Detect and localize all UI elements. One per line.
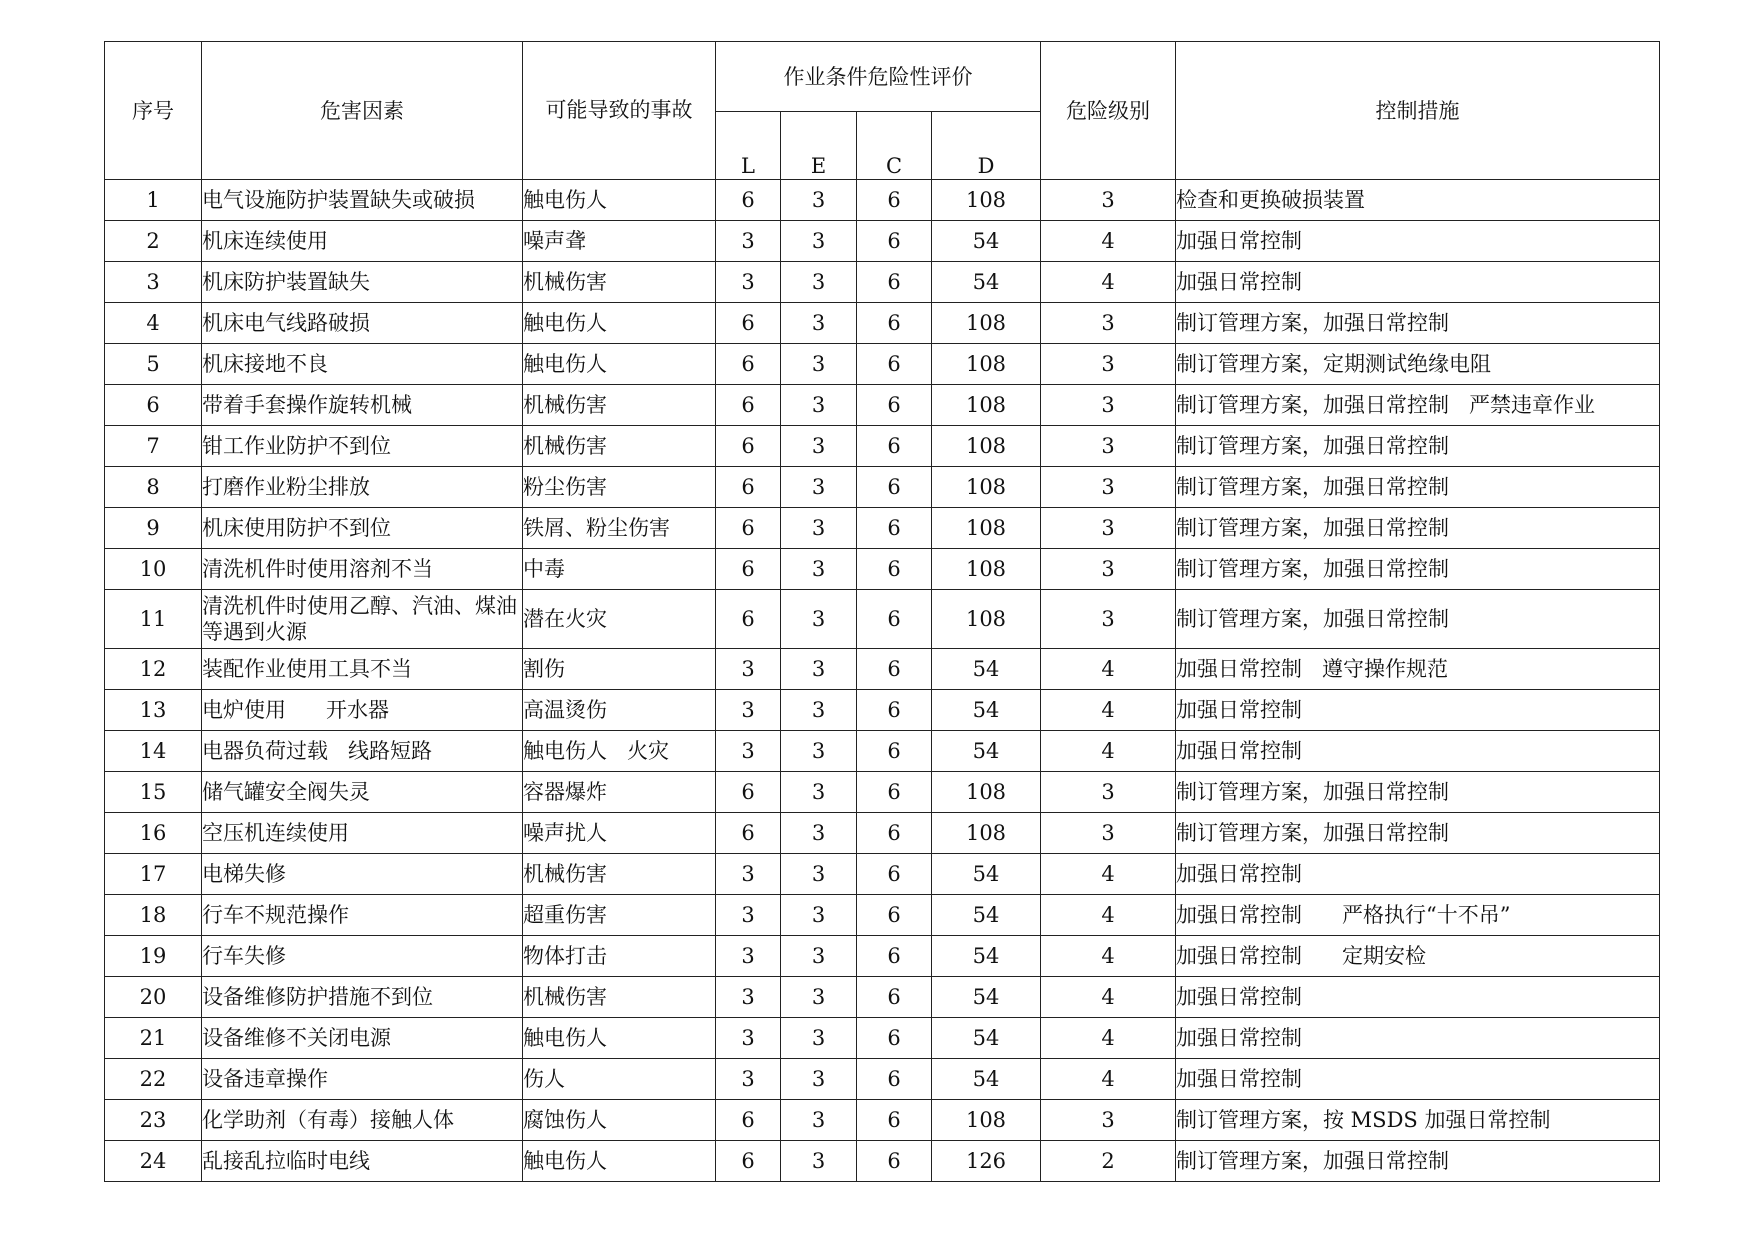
cell-measure: 制订管理方案，加强日常控制 — [1176, 303, 1660, 344]
cell-L: 6 — [716, 549, 781, 590]
cell-C: 6 — [857, 221, 932, 262]
cell-seq: 12 — [105, 649, 202, 690]
cell-hazard: 机床连续使用 — [202, 221, 523, 262]
cell-measure: 加强日常控制 — [1176, 731, 1660, 772]
cell-L: 3 — [716, 690, 781, 731]
cell-L: 3 — [716, 977, 781, 1018]
cell-L: 6 — [716, 772, 781, 813]
cell-L: 6 — [716, 180, 781, 221]
cell-hazard: 电梯失修 — [202, 854, 523, 895]
cell-accident: 高温烫伤 — [523, 690, 716, 731]
cell-level: 3 — [1041, 1100, 1176, 1141]
table-row — [105, 426, 1660, 467]
cell-measure: 制订管理方案，加强日常控制 — [1176, 772, 1660, 813]
cell-level: 3 — [1041, 467, 1176, 508]
table-row — [105, 180, 1660, 221]
cell-L: 3 — [716, 854, 781, 895]
cell-C: 6 — [857, 344, 932, 385]
cell-E: 3 — [781, 731, 857, 772]
cell-accident: 触电伤人 — [523, 1141, 716, 1182]
cell-hazard: 储气罐安全阀失灵 — [202, 772, 523, 813]
cell-L: 6 — [716, 1141, 781, 1182]
cell-D: 108 — [932, 467, 1041, 508]
cell-L: 6 — [716, 813, 781, 854]
cell-accident: 伤人 — [523, 1059, 716, 1100]
cell-hazard: 清洗机件时使用乙醇、汽油、煤油等遇到火源 — [202, 590, 523, 649]
cell-D: 108 — [932, 385, 1041, 426]
cell-measure: 加强日常控制 — [1176, 854, 1660, 895]
cell-accident: 容器爆炸 — [523, 772, 716, 813]
table-row — [105, 977, 1660, 1018]
cell-E: 3 — [781, 1141, 857, 1182]
cell-hazard: 设备维修不关闭电源 — [202, 1018, 523, 1059]
cell-E: 3 — [781, 936, 857, 977]
cell-D: 54 — [932, 690, 1041, 731]
cell-D: 54 — [932, 262, 1041, 303]
cell-accident: 噪声聋 — [523, 221, 716, 262]
cell-E: 3 — [781, 590, 857, 649]
cell-D: 108 — [932, 303, 1041, 344]
cell-seq: 16 — [105, 813, 202, 854]
cell-level: 2 — [1041, 1141, 1176, 1182]
cell-L: 6 — [716, 590, 781, 649]
cell-hazard: 行车失修 — [202, 936, 523, 977]
table-row — [105, 895, 1660, 936]
header-D: D — [932, 112, 1041, 180]
cell-L: 6 — [716, 467, 781, 508]
table-row — [105, 690, 1660, 731]
cell-C: 6 — [857, 1100, 932, 1141]
cell-E: 3 — [781, 344, 857, 385]
cell-C: 6 — [857, 1059, 932, 1100]
cell-C: 6 — [857, 895, 932, 936]
cell-measure: 加强日常控制 定期安检 — [1176, 936, 1660, 977]
cell-level: 4 — [1041, 854, 1176, 895]
cell-accident: 机械伤害 — [523, 262, 716, 303]
cell-E: 3 — [781, 813, 857, 854]
cell-E: 3 — [781, 426, 857, 467]
cell-accident: 触电伤人 火灾 — [523, 731, 716, 772]
cell-level: 4 — [1041, 690, 1176, 731]
cell-accident: 割伤 — [523, 649, 716, 690]
cell-E: 3 — [781, 895, 857, 936]
cell-L: 6 — [716, 344, 781, 385]
cell-E: 3 — [781, 649, 857, 690]
cell-E: 3 — [781, 854, 857, 895]
cell-D: 108 — [932, 590, 1041, 649]
cell-level: 4 — [1041, 262, 1176, 303]
cell-accident: 物体打击 — [523, 936, 716, 977]
cell-E: 3 — [781, 977, 857, 1018]
cell-measure: 加强日常控制 遵守操作规范 — [1176, 649, 1660, 690]
cell-level: 4 — [1041, 936, 1176, 977]
cell-E: 3 — [781, 549, 857, 590]
table-row — [105, 1018, 1660, 1059]
cell-L: 3 — [716, 895, 781, 936]
cell-seq: 10 — [105, 549, 202, 590]
cell-C: 6 — [857, 977, 932, 1018]
cell-C: 6 — [857, 180, 932, 221]
header-level: 危险级别 — [1041, 42, 1176, 180]
cell-accident: 铁屑、粉尘伤害 — [523, 508, 716, 549]
cell-accident: 中毒 — [523, 549, 716, 590]
cell-C: 6 — [857, 467, 932, 508]
header-accident-text: 可能导致的事故 — [545, 98, 693, 122]
cell-E: 3 — [781, 690, 857, 731]
cell-measure: 加强日常控制 — [1176, 1018, 1660, 1059]
cell-hazard: 打磨作业粉尘排放 — [202, 467, 523, 508]
cell-seq: 24 — [105, 1141, 202, 1182]
cell-L: 6 — [716, 508, 781, 549]
cell-E: 3 — [781, 385, 857, 426]
cell-accident: 机械伤害 — [523, 854, 716, 895]
cell-D: 54 — [932, 1018, 1041, 1059]
cell-E: 3 — [781, 772, 857, 813]
cell-C: 6 — [857, 813, 932, 854]
table-row — [105, 590, 1660, 649]
cell-C: 6 — [857, 426, 932, 467]
cell-level: 3 — [1041, 813, 1176, 854]
cell-seq: 19 — [105, 936, 202, 977]
cell-hazard: 电器负荷过载 线路短路 — [202, 731, 523, 772]
cell-hazard: 乱接乱拉临时电线 — [202, 1141, 523, 1182]
cell-D: 54 — [932, 895, 1041, 936]
cell-hazard: 机床接地不良 — [202, 344, 523, 385]
cell-C: 6 — [857, 1018, 932, 1059]
cell-level: 3 — [1041, 772, 1176, 813]
cell-D: 108 — [932, 813, 1041, 854]
cell-D: 54 — [932, 854, 1041, 895]
cell-hazard: 行车不规范操作 — [202, 895, 523, 936]
table-row — [105, 936, 1660, 977]
cell-D: 108 — [932, 344, 1041, 385]
cell-seq: 20 — [105, 977, 202, 1018]
cell-L: 3 — [716, 649, 781, 690]
cell-L: 3 — [716, 221, 781, 262]
cell-C: 6 — [857, 303, 932, 344]
cell-seq: 9 — [105, 508, 202, 549]
cell-hazard: 机床使用防护不到位 — [202, 508, 523, 549]
header-L: L — [716, 112, 781, 180]
header-row-top — [105, 42, 1660, 112]
cell-measure: 制订管理方案，加强日常控制 严禁违章作业 — [1176, 385, 1660, 426]
cell-hazard: 带着手套操作旋转机械 — [202, 385, 523, 426]
cell-C: 6 — [857, 936, 932, 977]
cell-measure: 加强日常控制 严格执行“十不吊” — [1176, 895, 1660, 936]
cell-seq: 4 — [105, 303, 202, 344]
cell-D: 108 — [932, 1100, 1041, 1141]
cell-measure: 制订管理方案，定期测试绝缘电阻 — [1176, 344, 1660, 385]
cell-measure: 加强日常控制 — [1176, 977, 1660, 1018]
cell-hazard: 空压机连续使用 — [202, 813, 523, 854]
cell-hazard: 设备维修防护措施不到位 — [202, 977, 523, 1018]
cell-seq: 23 — [105, 1100, 202, 1141]
cell-level: 3 — [1041, 426, 1176, 467]
cell-accident: 超重伤害 — [523, 895, 716, 936]
cell-C: 6 — [857, 772, 932, 813]
cell-seq: 17 — [105, 854, 202, 895]
cell-C: 6 — [857, 590, 932, 649]
cell-C: 6 — [857, 690, 932, 731]
cell-L: 3 — [716, 731, 781, 772]
cell-L: 6 — [716, 385, 781, 426]
cell-accident: 潜在火灾 — [523, 590, 716, 649]
cell-L: 6 — [716, 426, 781, 467]
cell-seq: 7 — [105, 426, 202, 467]
cell-hazard: 设备违章操作 — [202, 1059, 523, 1100]
table-body — [105, 180, 1660, 1182]
header-accident — [523, 42, 716, 180]
cell-measure: 制订管理方案，加强日常控制 — [1176, 813, 1660, 854]
header-hazard: 危害因素 — [202, 42, 523, 180]
cell-accident: 触电伤人 — [523, 180, 716, 221]
cell-accident: 腐蚀伤人 — [523, 1100, 716, 1141]
cell-E: 3 — [781, 1018, 857, 1059]
table-row — [105, 549, 1660, 590]
cell-measure: 制订管理方案，按 MSDS 加强日常控制 — [1176, 1100, 1660, 1141]
table-row — [105, 1059, 1660, 1100]
table-row — [105, 813, 1660, 854]
cell-C: 6 — [857, 731, 932, 772]
cell-seq: 18 — [105, 895, 202, 936]
cell-D: 108 — [932, 508, 1041, 549]
cell-hazard: 机床防护装置缺失 — [202, 262, 523, 303]
cell-seq: 22 — [105, 1059, 202, 1100]
cell-D: 54 — [932, 221, 1041, 262]
cell-measure: 加强日常控制 — [1176, 262, 1660, 303]
cell-C: 6 — [857, 854, 932, 895]
cell-C: 6 — [857, 1141, 932, 1182]
table-row — [105, 649, 1660, 690]
cell-seq: 6 — [105, 385, 202, 426]
cell-level: 4 — [1041, 895, 1176, 936]
cell-level: 4 — [1041, 649, 1176, 690]
cell-C: 6 — [857, 508, 932, 549]
cell-D: 108 — [932, 180, 1041, 221]
cell-C: 6 — [857, 649, 932, 690]
cell-seq: 21 — [105, 1018, 202, 1059]
cell-D: 54 — [932, 649, 1041, 690]
cell-level: 4 — [1041, 221, 1176, 262]
table-row — [105, 854, 1660, 895]
table-row — [105, 467, 1660, 508]
cell-measure: 制订管理方案，加强日常控制 — [1176, 1141, 1660, 1182]
cell-seq: 15 — [105, 772, 202, 813]
cell-level: 3 — [1041, 344, 1176, 385]
cell-level: 3 — [1041, 385, 1176, 426]
table-row — [105, 303, 1660, 344]
cell-D: 54 — [932, 1059, 1041, 1100]
header-seq: 序号 — [105, 42, 202, 180]
cell-level: 3 — [1041, 508, 1176, 549]
cell-measure: 加强日常控制 — [1176, 221, 1660, 262]
cell-L: 3 — [716, 936, 781, 977]
cell-E: 3 — [781, 1100, 857, 1141]
cell-level: 3 — [1041, 303, 1176, 344]
header-evaluation: 作业条件危险性评价 — [716, 42, 1041, 112]
cell-measure: 加强日常控制 — [1176, 1059, 1660, 1100]
cell-level: 3 — [1041, 590, 1176, 649]
cell-hazard: 电气设施防护装置缺失或破损 — [202, 180, 523, 221]
cell-C: 6 — [857, 549, 932, 590]
cell-L: 6 — [716, 1100, 781, 1141]
cell-L: 3 — [716, 262, 781, 303]
header-E: E — [781, 112, 857, 180]
cell-level: 4 — [1041, 731, 1176, 772]
cell-seq: 3 — [105, 262, 202, 303]
cell-measure: 制订管理方案，加强日常控制 — [1176, 508, 1660, 549]
cell-level: 4 — [1041, 1018, 1176, 1059]
cell-D: 108 — [932, 549, 1041, 590]
cell-hazard: 机床电气线路破损 — [202, 303, 523, 344]
cell-D: 54 — [932, 731, 1041, 772]
cell-seq: 11 — [105, 590, 202, 649]
cell-E: 3 — [781, 262, 857, 303]
header-C: C — [857, 112, 932, 180]
table-row — [105, 344, 1660, 385]
cell-level: 4 — [1041, 1059, 1176, 1100]
header-measures: 控制措施 — [1176, 42, 1660, 180]
cell-accident: 机械伤害 — [523, 426, 716, 467]
cell-measure: 检查和更换破损装置 — [1176, 180, 1660, 221]
cell-measure: 加强日常控制 — [1176, 690, 1660, 731]
cell-E: 3 — [781, 180, 857, 221]
cell-accident: 机械伤害 — [523, 977, 716, 1018]
cell-seq: 5 — [105, 344, 202, 385]
cell-accident: 触电伤人 — [523, 303, 716, 344]
cell-measure: 制订管理方案，加强日常控制 — [1176, 426, 1660, 467]
cell-accident: 机械伤害 — [523, 385, 716, 426]
cell-accident: 触电伤人 — [523, 1018, 716, 1059]
cell-seq: 1 — [105, 180, 202, 221]
cell-D: 108 — [932, 426, 1041, 467]
cell-D: 54 — [932, 977, 1041, 1018]
cell-D: 108 — [932, 772, 1041, 813]
cell-E: 3 — [781, 508, 857, 549]
table-row — [105, 262, 1660, 303]
table-row — [105, 221, 1660, 262]
table-row — [105, 1100, 1660, 1141]
cell-seq: 2 — [105, 221, 202, 262]
cell-hazard: 电炉使用 开水器 — [202, 690, 523, 731]
cell-hazard: 清洗机件时使用溶剂不当 — [202, 549, 523, 590]
hazard-risk-table — [104, 41, 1660, 1182]
cell-C: 6 — [857, 262, 932, 303]
cell-accident: 触电伤人 — [523, 344, 716, 385]
cell-seq: 14 — [105, 731, 202, 772]
cell-L: 3 — [716, 1059, 781, 1100]
cell-hazard: 装配作业使用工具不当 — [202, 649, 523, 690]
cell-L: 6 — [716, 303, 781, 344]
cell-E: 3 — [781, 1059, 857, 1100]
table-row — [105, 731, 1660, 772]
cell-accident: 噪声扰人 — [523, 813, 716, 854]
table-row — [105, 508, 1660, 549]
cell-D: 126 — [932, 1141, 1041, 1182]
table-row — [105, 772, 1660, 813]
cell-E: 3 — [781, 467, 857, 508]
cell-measure: 制订管理方案，加强日常控制 — [1176, 590, 1660, 649]
cell-hazard: 钳工作业防护不到位 — [202, 426, 523, 467]
table-row — [105, 385, 1660, 426]
cell-seq: 8 — [105, 467, 202, 508]
cell-level: 3 — [1041, 180, 1176, 221]
cell-hazard: 化学助剂（有毒）接触人体 — [202, 1100, 523, 1141]
cell-L: 3 — [716, 1018, 781, 1059]
cell-seq: 13 — [105, 690, 202, 731]
cell-level: 4 — [1041, 977, 1176, 1018]
cell-measure: 制订管理方案，加强日常控制 — [1176, 467, 1660, 508]
cell-E: 3 — [781, 303, 857, 344]
cell-level: 3 — [1041, 549, 1176, 590]
cell-accident: 粉尘伤害 — [523, 467, 716, 508]
table-row — [105, 1141, 1660, 1182]
cell-D: 54 — [932, 936, 1041, 977]
cell-C: 6 — [857, 385, 932, 426]
cell-measure: 制订管理方案，加强日常控制 — [1176, 549, 1660, 590]
cell-E: 3 — [781, 221, 857, 262]
